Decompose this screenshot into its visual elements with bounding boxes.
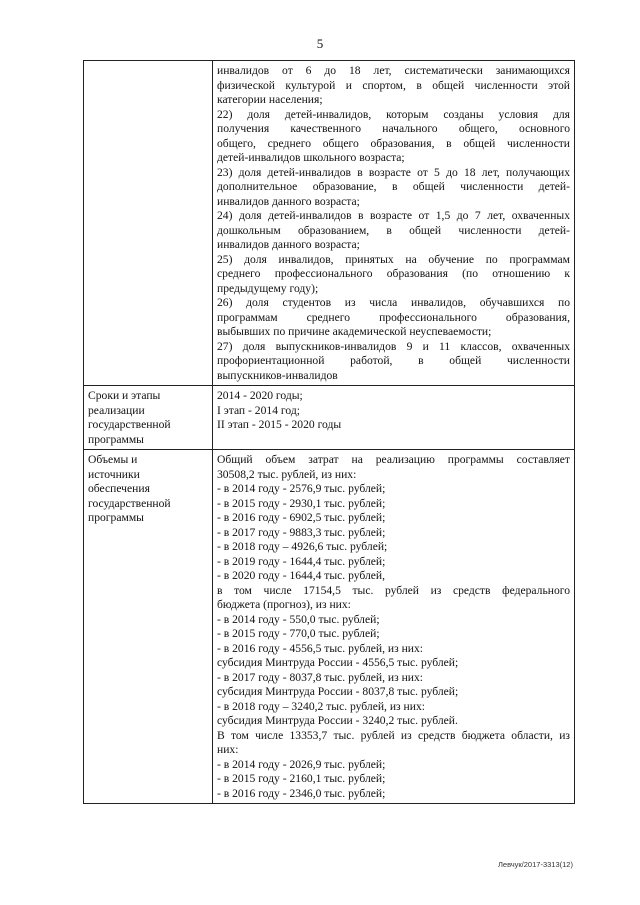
row-content-line: субсидия Минтруда России - 3240,2 тыс. рублей. — [217, 714, 458, 727]
row-label-line: реализации — [88, 403, 145, 417]
row-label-line: программы — [88, 511, 144, 524]
row-content-cell — [213, 450, 575, 804]
row-label-line: обеспечения — [88, 482, 150, 495]
row-label-cell — [84, 61, 213, 386]
row-content-line: бюджета (прогноз), из них: — [217, 598, 351, 611]
row-content-line: 2014 - 2020 годы; — [217, 389, 303, 402]
row-content-line: - в 2015 году - 2930,1 тыс. рублей; — [217, 496, 386, 510]
row-label-line: источники — [88, 467, 140, 481]
row-content-line: физической культурой и спортом, в общей численности этой — [217, 78, 570, 92]
row-label-line: государственной — [88, 418, 171, 431]
row-content-line: 30508,2 тыс. рублей, из них: — [217, 467, 357, 481]
row-label-line: государственной — [88, 496, 171, 510]
table-row — [84, 61, 575, 386]
document-footer-code: Левчук/2017-3313(12) — [498, 860, 573, 869]
table-row — [84, 386, 575, 450]
row-content-line: - в 2018 году – 4926,6 тыс. рублей; — [217, 540, 388, 553]
row-content-line: Общий объем затрат на реализацию программы составляет — [217, 453, 570, 466]
row-content-line: инвалидов от 6 до 18 лет, систематически занимающихся — [217, 64, 570, 77]
row-content-line: них: — [217, 743, 239, 756]
row-content-line: II этап - 2015 - 2020 годы — [217, 418, 342, 431]
row-label-cell — [84, 386, 213, 450]
row-label-line: программы — [88, 432, 144, 446]
row-content-line: выбывших по причине академической неуспеваемости; — [217, 325, 492, 338]
row-content-line: I этап - 2014 год; — [217, 403, 300, 417]
row-content-line: - в 2018 году – 3240,2 тыс. рублей, из них: — [217, 699, 425, 713]
row-content-line: - в 2014 году - 2026,9 тыс. рублей; — [217, 757, 386, 771]
row-content-cell — [213, 386, 575, 450]
row-content-line: 27) доля выпускников-инвалидов 9 и 11 классов, охваченных — [217, 339, 570, 353]
row-content-line: категории населения; — [217, 93, 323, 106]
row-content-line: В том числе 13353,7 тыс. рублей из средств бюджета области, из — [217, 728, 570, 742]
row-label-line: Сроки и этапы — [88, 389, 161, 402]
row-content-line: 22) доля детей-инвалидов, которым созданы условия для — [217, 107, 570, 121]
page-number: 5 — [316, 36, 324, 51]
row-content-line: предыдущему году); — [217, 281, 319, 295]
row-content-line: выпускников-инвалидов — [217, 368, 338, 382]
row-content-line: - в 2015 году - 770,0 тыс. рублей; — [217, 627, 380, 640]
row-content-line: субсидия Минтруда России - 4556,5 тыс. рублей; — [217, 656, 459, 669]
row-content-line: 23) доля детей-инвалидов в возрасте от 5 до 18 лет, получающих — [217, 165, 570, 179]
row-content-line: - в 2016 году - 2346,0 тыс. рублей; — [217, 786, 386, 800]
row-content-line: дошкольным образованием, в общей численности детей- — [217, 223, 570, 237]
row-content-line: получения качественного начального общего, основного — [217, 122, 570, 135]
row-content-line: - в 2020 году - 1644,4 тыс. рублей, — [217, 569, 386, 582]
row-content-line: - в 2017 году - 8037,8 тыс. рублей, из них: — [217, 670, 424, 684]
row-content-cell — [213, 61, 575, 386]
row-content-line: среднего профессионального образования (по отношению к — [217, 267, 570, 280]
row-content-line: - в 2014 году - 2576,9 тыс. рублей; — [217, 482, 386, 495]
row-content-line: - в 2016 году - 6902,5 тыс. рублей; — [217, 511, 386, 524]
row-content-line: профориентационной работой, в общей численности — [217, 354, 570, 367]
table-row — [84, 450, 575, 804]
row-content-line: детей-инвалидов школьного возраста; — [217, 151, 405, 164]
row-content-line: - в 2016 году - 4556,5 тыс. рублей, из них: — [217, 641, 424, 655]
row-content-line: общего, среднего общего образования, в общей численности — [217, 136, 570, 150]
row-content-line: 24) доля детей-инвалидов в возрасте от 1,5 до 7 лет, охваченных — [217, 209, 570, 222]
row-content-line: - в 2019 году - 1644,4 тыс. рублей; — [217, 554, 386, 568]
row-content-line: программам среднего профессионального образования, — [217, 310, 570, 324]
row-label-cell — [84, 450, 213, 804]
row-content-line: инвалидов данного возраста; — [217, 194, 360, 208]
row-content-line: 25) доля инвалидов, принятых на обучение по программам — [217, 252, 570, 266]
row-content-line: в том числе 17154,5 тыс. рублей из средств федерального — [217, 583, 570, 597]
row-content-line: дополнительное образование, в общей численности детей- — [217, 180, 570, 193]
row-label-line: Объемы и — [88, 453, 138, 466]
program-passport-table — [83, 60, 575, 804]
row-content-line: - в 2017 году - 9883,3 тыс. рублей; — [217, 525, 386, 539]
row-content-line: субсидия Минтруда России - 8037,8 тыс. рублей; — [217, 685, 459, 698]
row-content-line: 26) доля студентов из числа инвалидов, обучавшихся по — [217, 296, 570, 309]
row-content-line: инвалидов данного возраста; — [217, 238, 360, 251]
row-content-line: - в 2015 году - 2160,1 тыс. рублей; — [217, 772, 386, 785]
row-content-line: - в 2014 году - 550,0 тыс. рублей; — [217, 612, 380, 626]
